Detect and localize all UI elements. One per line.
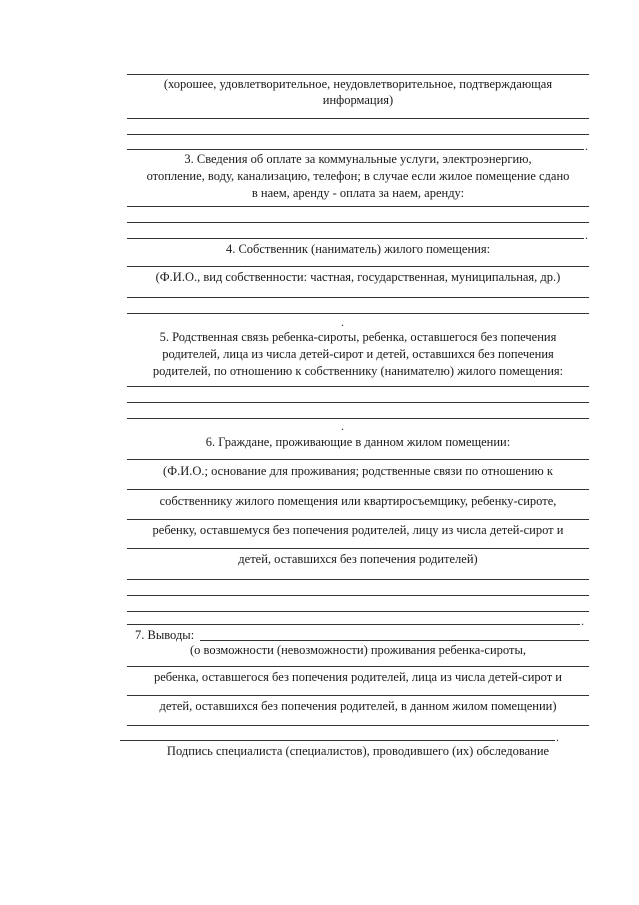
period-mark: . [556, 730, 559, 744]
period-mark: . [585, 139, 588, 153]
section-4-hint: (Ф.И.О., вид собственности: частная, государственная, муниципальная, др.) [155, 270, 561, 284]
fill-line[interactable] [127, 459, 589, 460]
section-3-line-2: отопление, воду, канализацию, телефон; в случае если жилое помещение сдано [146, 169, 570, 183]
condition-hint-line-1: (хорошее, удовлетворительное, неудовлетворительное, подтверждающая [163, 77, 553, 91]
section-4-title: 4. Собственник (наниматель) жилого помещения: [225, 242, 491, 256]
section-6-hint-3: ребенку, оставшемуся без попечения родителей, лицу из числа детей-сирот и [152, 523, 564, 537]
period-mark: . [581, 614, 584, 628]
fill-line[interactable] [127, 297, 589, 298]
fill-line[interactable] [127, 222, 589, 223]
fill-line[interactable] [127, 695, 589, 696]
signature-field[interactable] [120, 740, 555, 741]
fill-line[interactable] [127, 266, 589, 267]
fill-line[interactable] [127, 418, 589, 419]
period-mark: . [341, 419, 344, 433]
fill-line[interactable] [127, 725, 589, 726]
section-3-line-1: 3. Сведения об оплате за коммунальные услуги, электроэнергию, [184, 152, 532, 166]
fill-line[interactable] [127, 548, 589, 549]
section-3-line-3: в наем, аренду - оплата за наем, аренду: [251, 186, 465, 200]
section-5-line-3: родителей, по отношению к собственнику (нанимателю) жилого помещения: [152, 364, 564, 378]
fill-line[interactable] [127, 386, 589, 387]
fill-line[interactable] [127, 134, 589, 135]
section-7-hint-3: детей, оставшихся без попечения родителей, в данном жилом помещении) [159, 699, 557, 713]
fill-line[interactable] [127, 611, 589, 612]
section-6-hint-1: (Ф.И.О.; основание для проживания; родственные связи по отношению к [163, 464, 553, 478]
section-7-hint-1: (о возможности (невозможности) проживания ребенка-сироты, [189, 643, 526, 657]
fill-line[interactable] [127, 118, 589, 119]
fill-line[interactable] [127, 579, 589, 580]
fill-line[interactable] [127, 489, 589, 490]
fill-line[interactable] [127, 238, 584, 239]
section-6-title: 6. Граждане, проживающие в данном жилом помещении: [205, 435, 511, 449]
period-mark: . [341, 315, 344, 329]
period-mark: . [585, 228, 588, 242]
section-6-hint-4: детей, оставшихся без попечения родителей) [238, 552, 478, 566]
section-5-line-2: родителей, лица из числа детей-сирот и детей, оставшихся без попечения [162, 347, 554, 361]
section-7-label: 7. Выводы: [135, 628, 195, 642]
fill-line[interactable] [127, 624, 580, 625]
fill-line[interactable] [127, 313, 589, 314]
section-6-hint-2: собственнику жилого помещения или квартиросъемщику, ребенку-сироте, [159, 494, 557, 508]
fill-line[interactable] [127, 402, 589, 403]
fill-line[interactable] [127, 666, 589, 667]
condition-hint-line-2: информация) [322, 93, 394, 107]
section-7-hint-2: ребенка, оставшегося без попечения родителей, лица из числа детей-сирот и [154, 670, 562, 684]
fill-line[interactable] [127, 519, 589, 520]
fill-line[interactable] [127, 595, 589, 596]
signature-caption: Подпись специалиста (специалистов), проводившего (их) обследование [166, 744, 550, 758]
section-5-line-1: 5. Родственная связь ребенка-сироты, ребенка, оставшегося без попечения [159, 330, 557, 344]
fill-line[interactable] [127, 206, 589, 207]
